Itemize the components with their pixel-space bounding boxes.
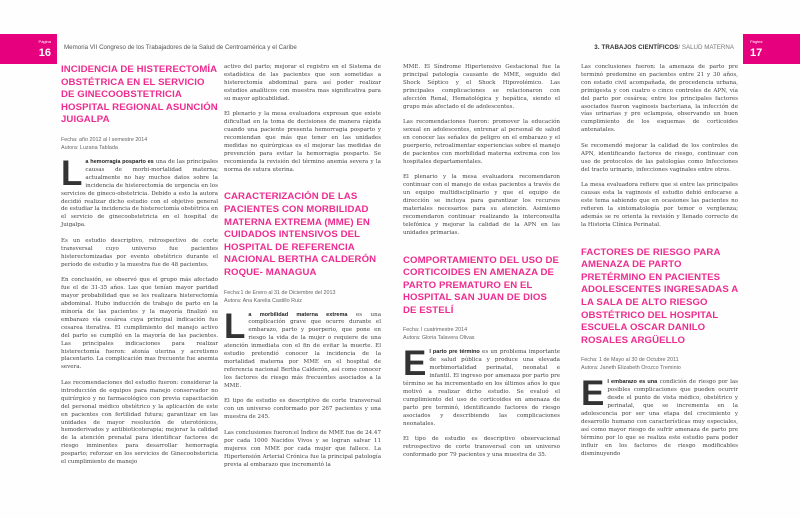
paragraph: La mesa evaluadora refiere que si entre las principales causas esta la vaginosis el estudio debió enfocarse a este tema sabiendo que en ocasiones las pacientes no refieren la sintomatología por temor o vergüenza; además se re orienta la revisión y llenado correcto de la Historia Clínica Perinatal. <box>581 182 738 228</box>
article-meta <box>581 356 738 372</box>
article-meta <box>224 289 381 305</box>
article-meta <box>403 326 560 342</box>
article-author: Autora: Luzana Tablada <box>61 144 118 151</box>
article-date: Fecha: I cuatrimestre 2014 <box>403 327 468 334</box>
article-intro <box>61 153 218 230</box>
lead-in: l parto pre término <box>429 349 480 356</box>
page-number-tab-left <box>0 34 57 64</box>
column-4 <box>581 64 738 466</box>
page-number: 16 <box>38 47 51 59</box>
drop-cap: L <box>224 306 246 346</box>
paragraph: El plenario y la mesa evaluadora expresan que existe dificultad en la toma de decisiones de manera rápida cuando una paciente presenta hemorragia posparto y recomiendan que más que tener en las unidades medidas no quirúrgicas es el mejorar las medidas de prevención para evitar la hemorragia posparto. Se recomienda la revisión del término anemia severa y la norma de sutura uterina. <box>224 111 381 173</box>
page-label: Página <box>750 39 763 44</box>
lead-in: a morbilidad materna extrema <box>248 311 348 318</box>
article-intro <box>581 374 739 458</box>
paragraph: MME. El Síndrome Hipertensivo Gestacional fue la principal patología causante de MME, seguido del Shock Séptico y el Shock Hipovolémico. Las principales complicaciones se relacionaron con afección Renal, Hematológica y hepática, siendo el grupo más afectado el de adolescentes. <box>403 64 560 110</box>
lead-in: a hemorragia posparto es <box>85 158 154 165</box>
intro-text: una de las principales causas de morbi-mortalidad materna; actualmente no hay muchos datos sobre la incidencia de histerectomía de urgencia en los servicios de gineco-obstetricia. Debido a esto la autora decidió realizar dicho estudio con el objetivo general de estudiar la incidencia de histerectomía obstétrica en el servicio de ginecoobstetricia en el hospital de Juigalpa. <box>61 158 218 229</box>
column-1 <box>61 64 218 475</box>
paragraph: Es un estudio descriptivo, retrospectivo de corte transversal cuyo universo fue pacientes histerectomizadas por evento obstétrico durante el período de estudio y la muestra fue de 48 pacientes. <box>61 237 218 268</box>
paragraph: Las recomendaciones del estudio fueron: considerar la introducción de equipos para manejo conservador no quirúrgico y no farmacológico con previa capacitación del personal médico obstétrico y la aplicación de este en pacientes con fertilidad futura; garantizar en las unidades de mayor resolución de uterotónicos, hemoderivados y antibioticoterapia; mejorar la calidad de la atención prenatal para identificar factores de riesgo inminentes para desarrollar hemorragia posparto; reforzar en los servicios de Ginecoobstericia el cumplimiento de manejo <box>61 380 218 466</box>
section-title: 3. TRABAJOS CIENTÍFICOS <box>594 44 679 51</box>
column-2 <box>224 64 381 477</box>
article-intro <box>403 344 560 428</box>
article-intro <box>224 306 382 391</box>
intro-text: condición de riesgo por las posibles complicaciones que pueden ocurrir desde el punto de vista médico, obstétrico y perinatal, que se incrementa en la adolescencia por ser una etapa del crecimiento y desarrollo humano con características muy especiales, así como mayor riesgo de sufrir amenaza de parto pre término por lo que se realiza este estudio para poder influir en los factores de riesgo modificables disminuyendo <box>581 379 739 457</box>
article-date: Fecha: 1 de Mayo al 30 de Octubre 2011 <box>581 357 679 364</box>
paragraph: El plenario y la mesa evaluadora recomendaron continuar con el manejo de estas pacientes a través de un equipo multidisciplinario y que el equipo de dirección se incluya para garantizar los recursos materiales necesarios para su atención. Asimismo recomendaron continuar realizando la interconsulta telefónica y mejorar la calidad de la APN en las unidades primarias. <box>403 174 560 236</box>
paragraph: En conclusión, se observó que el grupo más afectado fue el de 31-35 años. Las que tenían mayor paridad mayor probabilidad que se les realizara histerectomía abdominal. Hubo inducción de trabajo de parto en la minoría de las pacientes y la mayoría finalizó su embarazo vía cesárea cuya principal indicación fue cesarea iterativa. El cumplimiento del manejo activo del parto se cumplió en la mayoría de las pacientes. Las principales indicaciones para realizar histerectomía fueron: atonía uterina y acretismo placentario. La complicación mas frecuente fue anemia severa. <box>61 277 218 371</box>
paragraph: Las recomendaciones fueron: promover la educación sexual en adolescentes, entrenar al personal de salud en conocer las señales de peligro en el embarazo y el puerperio, retroalimentar experiencias sobre el manejo de pacientes con morbilidad materna extrema con los hospitales departamentales. <box>403 119 560 165</box>
article-author: Autora: Janeth Elizabeth Orozco Treminio <box>581 365 681 372</box>
article-date: Fecha: año 2012 al I semestre 2014 <box>61 136 148 143</box>
article-title: COMPORTAMIENTO DEL USO DE CORTICOIDES EN AMENAZA DE PARTO PREMATURO EN EL HOSPITAL SAN JUAN DE DIOS DE ESTELÍ <box>403 254 560 316</box>
section-subtitle: / SALUD MATERNA <box>678 44 734 51</box>
running-head-left: Memoria VII Congreso de los Trabajadores de la Salud de Centroamérica y el Caribe <box>64 44 297 51</box>
article-title: CARACTERIZACIÓN DE LAS PACIENTES CON MORBILIDAD MATERNA EXTREMA (MME) EN CUIDADOS INTENSIVOS DEL HOSPITAL DE REFERENCIA NACIONAL BERTHA CALDERÓN ROQUE- MANAGUA <box>224 191 377 278</box>
article-author: Autora: Ana Karelia Castillo Ruiz <box>224 297 302 304</box>
article-title: INCIDENCIA DE HISTERECTOMÍA OBSTÉTRICA EN EL SERVICIO DE GINECOOBSTETRICIA HOSPITAL REGIONAL ASUNCIÓN JUIGALPA <box>61 64 218 126</box>
paragraph: activo del parto; mejorar el registro en el Sistema de estadística de las pacientes que son sometidas a histerectomía abdominal para así poder realizar estudios analíticos con muestra mas significativa para su mayor aplicabilidad. <box>224 64 381 102</box>
intro-text: es una complicación grave que ocurre durante el embarazo, parto y puerperio, que pone en riesgo la vida de la mujer o requiere de una atención inmediata con el fin de evitar la muerte. El estudio pretendió conocer la incidencia de la mortalidad materna por MME en el hospital de referencia nacional Bertha Calderón, así como conocer los factores de riesgo más frecuentes asociados a la MME. <box>224 311 382 389</box>
column-3 <box>403 64 560 468</box>
article-meta <box>61 136 218 152</box>
paragraph: Se recomendó mejorar la calidad de los controles de APN, identificando factores de riesgo, continuar con uso de protocolos de las patologías como Infecciones del tracto urinario, infecciones vaginales entre otros. <box>581 142 738 173</box>
article-title: FACTORES DE RIESGO PARA AMENAZA DE PARTO PRETÉRMINO EN PACIENTES ADOLESCENTES INGRESADAS A LA SALA DE ALTO RIESGO OBSTÉTRICO DEL HOSPITAL ESCUELA OSCAR DANILO ROSALES ARGÜELLO <box>581 246 738 346</box>
paragraph: El tipo de estudio es descriptivo observacional retrospectivo de corte transversal con un universo conformado por 79 pacientes y una muestra de 35. <box>403 436 560 459</box>
page-label: Página <box>38 39 51 44</box>
running-head-right <box>594 44 734 51</box>
drop-cap: E <box>403 344 427 384</box>
lead-in: l embarazo es una <box>607 379 658 386</box>
paragraph: El tipo de estudio es descriptivo de corte transversal con un universo conformado por 267 pacientes y una muestra de 245. <box>224 398 381 421</box>
intro-text: es un problema importante de salud pública y produce una elevada morbimortalidad perinatal, neonatal e infantil. El ingreso por amenaza por parto pre término se ha incrementado en los últimos años lo que motivó a realizar dicho estudio. Se evaluó el cumplimiento del uso de corticoides en amenaza de parto pre terminó, identificando factores de riesgo asociados y describiendo las complicaciones neonatales. <box>403 349 560 427</box>
paragraph: Las conclusiones fueron: la amenaza de parto pre terminó predomino en pacientes entre 21 y 30 años, con estado civil acompañada, de procedencia urbana, primigesta y con cuatro o cinco controles de APN, vía del parto por cesárea; entre los principales factores asociados fueron vaginosis bacteriana, la infección de vías urinarias y pre eclampsia, observando un buen cumplimiento de los esquemas de corticoides antenatales. <box>581 64 738 134</box>
page-number-tab-right <box>743 34 800 64</box>
page-number: 17 <box>750 47 763 59</box>
article-date: Fecha:1 de Enero al 31 de Diciembre del 2013 <box>224 289 336 296</box>
paragraph: Las conclusiones fueron:el Índice de MME fue de 24.47 por cada 1000 Nacidos Vivos y se logran salvar 11 mujeres con MME por cada mujer que fallece. La Hipertensión Arterial Crónica fue la principal patología previa al embarazo que incrementó la <box>224 429 381 468</box>
drop-cap: L <box>61 153 83 193</box>
drop-cap: E <box>581 374 605 414</box>
article-author: Autora: Gloria Talavera Olivas <box>403 335 475 342</box>
